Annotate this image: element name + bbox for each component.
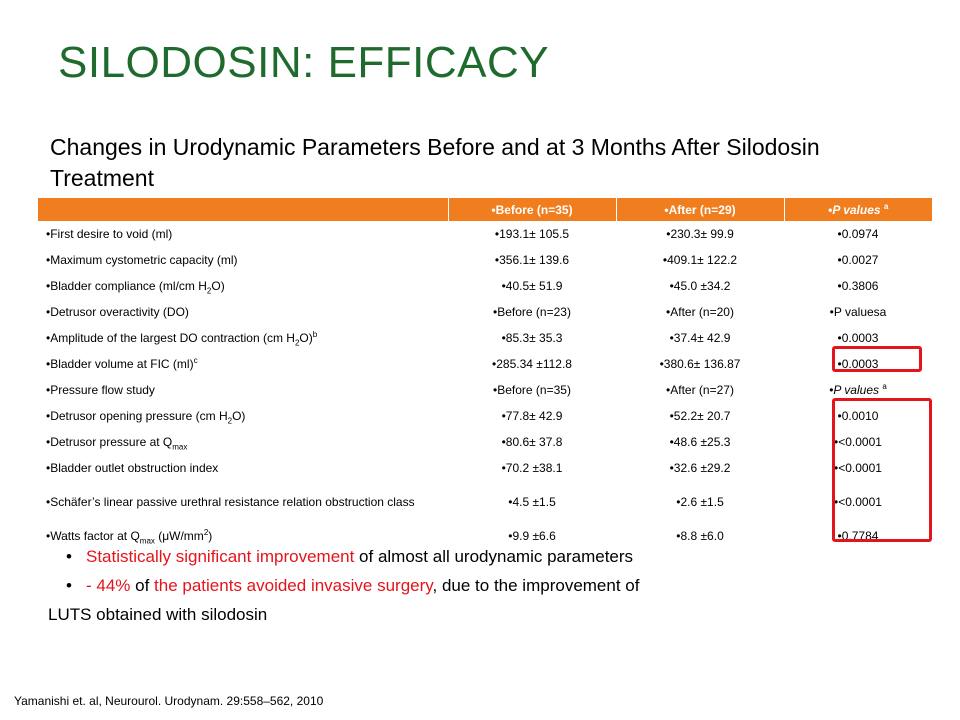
row-p-value: • 0.0003 xyxy=(784,351,932,377)
row-before: • 9.9 ±6.6 xyxy=(448,523,616,549)
row-before: • 85.3± 35.3 xyxy=(448,325,616,351)
row-p-value: • 0.0003 xyxy=(784,325,932,351)
summary-bullets xyxy=(48,542,928,629)
row-after: • After (n=20) xyxy=(616,299,784,325)
row-p-value: • <0.0001 xyxy=(784,481,932,523)
row-after: • 45.0 ±34.2 xyxy=(616,273,784,299)
row-before: • 40.5± 51.9 xyxy=(448,273,616,299)
table-row xyxy=(38,325,932,351)
row-parameter: • Detrusor pressure at $Q_{max}$ xyxy=(38,429,448,455)
row-parameter: • Amplitude of the largest DO contraction (cm $H_2O)^b$ xyxy=(38,325,448,351)
header-parameter xyxy=(38,198,448,221)
row-before: • 70.2 ±38.1 xyxy=(448,455,616,481)
citation: Yamanishi et. al, Neurourol. Urodynam. 29:558–562, 2010 xyxy=(14,694,324,708)
row-p-value: • 0.0974 xyxy=(784,221,932,247)
table-row xyxy=(38,247,932,273)
row-before: • 193.1± 105.5 xyxy=(448,221,616,247)
row-before: • 4.5 ±1.5 xyxy=(448,481,616,523)
table-row xyxy=(38,429,932,455)
table-row xyxy=(38,377,932,403)
row-p-value: • 0.0010 xyxy=(784,403,932,429)
table-row xyxy=(38,273,932,299)
header-p-values: • P values $^a$ xyxy=(784,198,932,221)
table-row xyxy=(38,351,932,377)
row-parameter: • Bladder compliance (ml/cm $H_2O$) xyxy=(38,273,448,299)
row-before: • 285.34 ±112.8 xyxy=(448,351,616,377)
table-header-row xyxy=(38,198,932,221)
row-parameter: • Detrusor opening pressure (cm $H_2O$) xyxy=(38,403,448,429)
row-p-value: • 0.7784 xyxy=(784,523,932,549)
row-p-value: • P valuesa xyxy=(784,299,932,325)
table-row xyxy=(38,481,932,523)
row-parameter: • Detrusor overactivity (DO) xyxy=(38,299,448,325)
row-after: • 8.8 ±6.0 xyxy=(616,523,784,549)
header-before: • Before (n=35) xyxy=(448,198,616,221)
highlight-box-bladder-volume-p xyxy=(832,346,922,372)
table-row xyxy=(38,403,932,429)
row-p-value: • P values $^a$ xyxy=(784,377,932,403)
row-p-value: • 0.3806 xyxy=(784,273,932,299)
row-p-value: • 0.0027 xyxy=(784,247,932,273)
row-before: • Before (n=23) xyxy=(448,299,616,325)
row-after: • 2.6 ±1.5 xyxy=(616,481,784,523)
row-after: • 52.2± 20.7 xyxy=(616,403,784,429)
header-after: • After (n=29) xyxy=(616,198,784,221)
bullet-item: • - 44% of the patients avoided invasive surgery, due to the improvement of xyxy=(66,576,640,595)
row-parameter: • First desire to void (ml) xyxy=(38,221,448,247)
row-after: • 37.4± 42.9 xyxy=(616,325,784,351)
row-after: • After (n=27) xyxy=(616,377,784,403)
slide-subtitle: Changes in Urodynamic Parameters Before and at 3 Months After Silodosin Treatment xyxy=(50,134,820,191)
row-after: • 380.6± 136.87 xyxy=(616,351,784,377)
row-before: • Before (n=35) xyxy=(448,377,616,403)
row-parameter: • Bladder volume at FIC (ml)$^c$ xyxy=(38,351,448,377)
row-parameter: • Watts factor at $Q_{max}$ $(\mu W/mm^2)$ xyxy=(38,523,448,549)
row-before: • 356.1± 139.6 xyxy=(448,247,616,273)
table-row xyxy=(38,455,932,481)
row-after: • 409.1± 122.2 xyxy=(616,247,784,273)
highlight-box-pressure-flow-p xyxy=(832,398,932,542)
bullet-item: • Statistically significant improvement of almost all urodynamic parameters xyxy=(66,547,634,566)
row-before: • 77.8± 42.9 xyxy=(448,403,616,429)
row-p-value: • <0.0001 xyxy=(784,455,932,481)
table-row xyxy=(38,221,932,247)
row-after: • 48.6 ±25.3 xyxy=(616,429,784,455)
row-p-value: • <0.0001 xyxy=(784,429,932,455)
urodynamic-table xyxy=(38,198,932,549)
bullet-continuation: LUTS obtained with silodosin xyxy=(48,605,268,624)
slide-title: SILODOSIN: EFFICACY xyxy=(58,38,550,87)
row-after: • 32.6 ±29.2 xyxy=(616,455,784,481)
table-row xyxy=(38,299,932,325)
row-parameter: • Maximum cystometric capacity (ml) xyxy=(38,247,448,273)
row-parameter: • Bladder outlet obstruction index xyxy=(38,455,448,481)
row-parameter: • Pressure flow study xyxy=(38,377,448,403)
row-after: • 230.3± 99.9 xyxy=(616,221,784,247)
row-parameter: • Schäfer’s linear passive urethral resistance relation obstruction class xyxy=(38,481,448,523)
row-before: • 80.6± 37.8 xyxy=(448,429,616,455)
